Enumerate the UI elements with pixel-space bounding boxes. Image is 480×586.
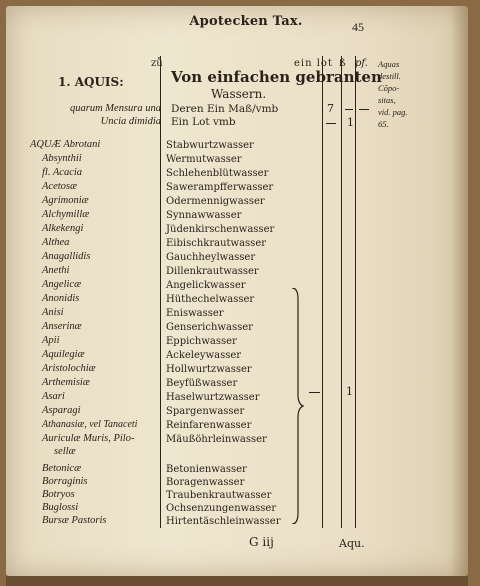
german-name: Wermutwasser xyxy=(166,154,242,165)
latin-name: Betonicæ xyxy=(42,463,82,474)
latin-name-continued: sellæ xyxy=(54,446,76,457)
german-name: Stabwurtzwasser xyxy=(166,140,254,151)
german-name: Odermennigwasser xyxy=(166,196,265,207)
german-name: Hirtentäschleinwasser xyxy=(166,516,281,527)
group-value: 1 xyxy=(346,385,353,398)
german-name: Beyfüßwasser xyxy=(166,378,238,389)
measure-value: 1 xyxy=(347,116,354,129)
marginal-note-line: destill. xyxy=(378,71,401,81)
section-label: 1. AQUIS: xyxy=(58,75,124,89)
latin-name: Anethi xyxy=(42,265,70,276)
measure-value: 7 xyxy=(327,102,334,115)
marginal-note-line: 65. xyxy=(378,119,389,129)
german-name: Sawerampfferwasser xyxy=(166,182,274,193)
section-title: Von einfachen gebranten xyxy=(171,68,382,86)
measure-german: Ein Lot vmb xyxy=(171,116,236,128)
latin-name: Asari xyxy=(42,391,65,402)
german-name: Jüdenkirschenwasser xyxy=(166,224,275,235)
latin-name: Althea xyxy=(42,237,70,248)
section-subtitle: Wassern. xyxy=(211,87,267,101)
latin-name: Asparagi xyxy=(42,405,81,416)
latin-name: Acetosæ xyxy=(42,181,77,192)
german-name: Reinfarenwasser xyxy=(166,420,252,431)
latin-name: Auriculæ Muris, Pilo- xyxy=(42,433,135,444)
latin-name: Aquilegiæ xyxy=(42,349,85,360)
column-rule-pf xyxy=(355,56,356,528)
measure-latin: Uncia dimidia xyxy=(100,116,161,127)
page-gutter-shadow xyxy=(450,6,468,576)
german-name: Eibischkrautwasser xyxy=(166,238,267,249)
latin-name: Agrimoniæ xyxy=(42,195,89,206)
marginal-note-line: vid. pag. xyxy=(378,107,408,117)
measure-german: Deren Ein Maß/vmb xyxy=(171,103,279,115)
dash-rule xyxy=(359,109,369,110)
latin-name: Botryos xyxy=(42,489,75,500)
latin-name: Buglossi xyxy=(42,502,79,513)
german-name: Gauchheylwasser xyxy=(166,252,256,263)
latin-name: fl. Acacia xyxy=(42,167,83,178)
marginal-note-line: Cõpo- xyxy=(378,83,400,93)
latin-name: Anonidis xyxy=(42,293,80,304)
column-header-ss: ß xyxy=(339,58,346,69)
german-name: Haselwurtzwasser xyxy=(166,392,260,403)
latin-name: Aristolochiæ xyxy=(42,363,96,374)
latin-name: Alkekengi xyxy=(42,223,84,234)
running-title: Apotecken Tax. xyxy=(189,14,303,29)
german-name: Traubenkrautwasser xyxy=(166,490,272,501)
german-name: Hüthechelwasser xyxy=(166,294,255,305)
dash-rule xyxy=(345,109,353,110)
german-name: Eppichwasser xyxy=(166,336,237,347)
book-edge xyxy=(6,576,468,586)
marginal-note xyxy=(378,58,424,130)
german-name: Hollwurtzwasser xyxy=(166,364,252,375)
book-page xyxy=(6,6,468,576)
marginal-note-line: sitas, xyxy=(378,95,396,105)
group-dash-rule xyxy=(309,392,320,393)
latin-name: Anserinæ xyxy=(42,321,82,332)
latin-name: Anisi xyxy=(42,307,64,318)
column-header-eins: ein lot xyxy=(294,58,333,69)
measure-latin: quarum Mensura una xyxy=(70,103,161,114)
german-name: Dillenkrautwasser xyxy=(166,266,259,277)
dash-rule xyxy=(326,123,336,124)
german-name: Ochsenzungenwasser xyxy=(166,503,277,514)
german-name: Spargenwasser xyxy=(166,406,245,417)
german-name: Boragenwasser xyxy=(166,477,245,488)
latin-name: Anagallidis xyxy=(42,251,91,262)
german-name: Genserichwasser xyxy=(166,322,253,333)
german-name: Ackeleywasser xyxy=(166,350,242,361)
german-name: Synnawwasser xyxy=(166,210,242,221)
latin-name: Apii xyxy=(42,335,60,346)
column-header-pf: pf. xyxy=(355,58,368,69)
latin-name: Arthemisiæ xyxy=(42,377,90,388)
column-rule-eins xyxy=(322,56,323,528)
german-name: Angelickwasser xyxy=(166,280,246,291)
latin-name: Bursæ Pastoris xyxy=(42,515,107,526)
latin-name: AQUÆ Abrotani xyxy=(30,139,101,150)
german-name: Mäußöhrleinwasser xyxy=(166,434,267,445)
column-header-zu: zů xyxy=(151,58,163,69)
page-number: 45 xyxy=(352,20,364,34)
latin-name: Angelicæ xyxy=(42,279,82,290)
latin-name: Athanasiæ, vel Tanaceti xyxy=(42,419,138,430)
grouping-brace xyxy=(290,288,304,524)
signature-mark: G iij xyxy=(249,535,274,549)
latin-name: Borraginis xyxy=(42,476,88,487)
latin-name: Absynthii xyxy=(42,153,82,164)
marginal-note-line: Aquas xyxy=(378,59,400,69)
latin-name: Alchymillæ xyxy=(42,209,90,220)
german-name: Eniswasser xyxy=(166,308,224,319)
catchword: Aqu. xyxy=(339,537,365,550)
german-name: Schlehenblütwasser xyxy=(166,168,269,179)
german-name: Betonienwasser xyxy=(166,464,247,475)
column-rule-ss xyxy=(341,56,342,528)
